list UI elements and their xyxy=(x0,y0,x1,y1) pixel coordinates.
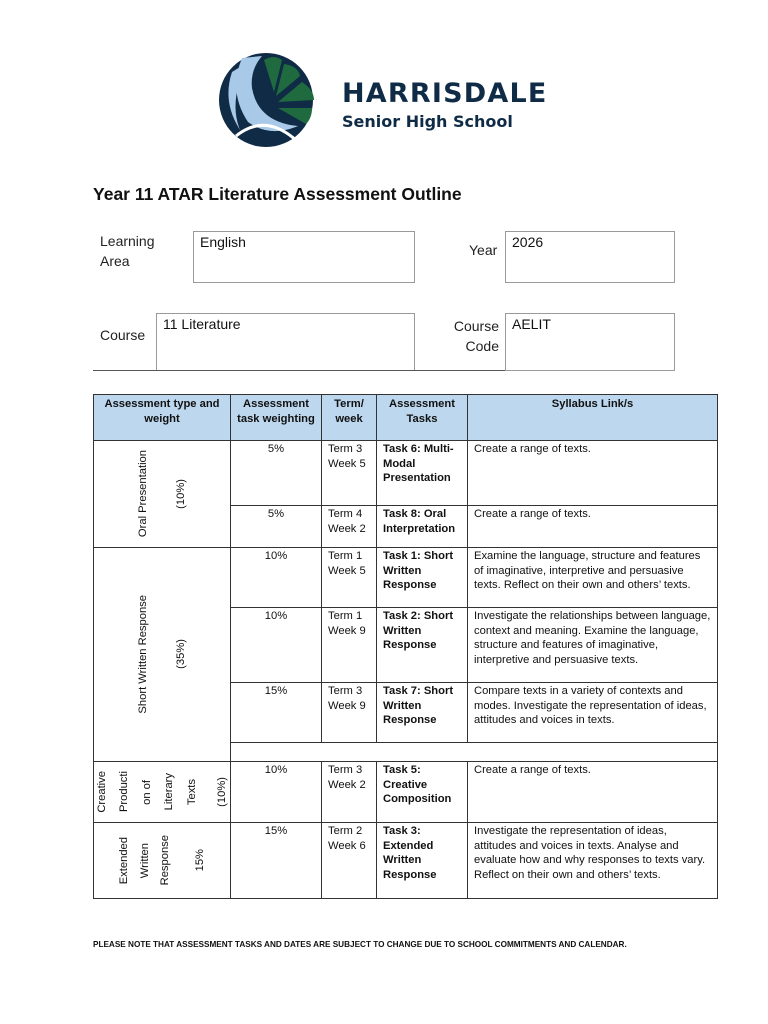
creative-word-2: Producti xyxy=(118,771,130,813)
header-syllabus-links: Syllabus Link/s xyxy=(468,395,718,441)
group-weight-label: (10%) xyxy=(216,777,228,807)
extended-word-3: Response xyxy=(159,835,171,886)
table-row xyxy=(94,823,718,899)
table-row xyxy=(94,762,718,823)
cell-task: Task 2: Short Written Response xyxy=(377,608,468,683)
document-title: Year 11 ATAR Literature Assessment Outline xyxy=(93,184,462,204)
cell-weighting: 5% xyxy=(231,506,322,548)
course-underline xyxy=(93,370,505,371)
footnote: PLEASE NOTE THAT ASSESSMENT TASKS AND DATES ARE SUBJECT TO CHANGE DUE TO SCHOOL COMMITMENTS AND CALENDAR. xyxy=(93,940,627,949)
group-extended-written-response xyxy=(94,823,231,899)
course-field: 11 Literature xyxy=(156,313,415,371)
cell-weighting: 5% xyxy=(231,441,322,506)
cell-task: Task 5: Creative Composition xyxy=(377,762,468,823)
course-code-label: Course Code xyxy=(453,318,499,354)
cell-syllabus: Investigate the representation of ideas, attitudes and voices in texts. Analyse and evaluate how and why responses to texts vary. Reflect on their own and others’ texts. xyxy=(468,823,718,899)
cell-syllabus: Create a range of texts. xyxy=(468,441,718,506)
assessment-table xyxy=(93,394,718,899)
cell-weighting: 10% xyxy=(231,608,322,683)
group-weight-label: (10%) xyxy=(175,479,187,509)
cell-task: Task 1: Short Written Response xyxy=(377,548,468,608)
cell-term: Term 4 Week 2 xyxy=(322,506,377,548)
group-weight-label: 15% xyxy=(193,849,206,872)
year-field: 2026 xyxy=(505,231,675,283)
table-row xyxy=(94,548,718,608)
cell-term: Term 3 Week 9 xyxy=(322,683,377,743)
creative-word-5: Texts xyxy=(185,778,198,806)
header-term-week: Term/ week xyxy=(322,395,377,441)
cell-weighting: 10% xyxy=(231,548,322,608)
cell-task: Task 3: Extended Written Response xyxy=(377,823,468,899)
spacer-cell xyxy=(231,743,718,762)
group-short-written-response xyxy=(94,548,231,762)
course-code-field: AELIT xyxy=(505,313,675,371)
cell-term: Term 3 Week 5 xyxy=(322,441,377,506)
group-creative-production xyxy=(94,762,231,823)
header-assessment-tasks: Assessment Tasks xyxy=(377,395,468,441)
group-type-label: Oral Presentation xyxy=(136,450,149,538)
header-task-weighting: Assessment task weighting xyxy=(231,395,322,441)
year-label: Year xyxy=(469,242,498,258)
group-oral-presentation xyxy=(94,441,231,548)
table-row xyxy=(94,441,718,506)
school-name: HARRISDALE xyxy=(342,78,548,109)
creative-word-3: on of xyxy=(140,779,153,805)
cell-term: Term 3 Week 2 xyxy=(322,762,377,823)
school-logo xyxy=(218,52,558,148)
cell-task: Task 7: Short Written Response xyxy=(377,683,468,743)
group-weight-label: (35%) xyxy=(175,639,187,669)
cell-term: Term 1 Week 5 xyxy=(322,548,377,608)
learning-area-field: English xyxy=(193,231,415,283)
cell-syllabus: Investigate the relationships between language, context and meaning. Examine the language, structure and features of imaginative, interpretive and persuasive texts. xyxy=(468,608,718,683)
extended-word-1: Extended xyxy=(118,836,130,885)
cell-syllabus: Examine the language, structure and features of imaginative, interpretive and persuasive texts. Reflect on their own and others’ texts. xyxy=(468,548,718,608)
cell-syllabus: Create a range of texts. xyxy=(468,506,718,548)
group-type-label: Short Written Response xyxy=(136,594,149,714)
cell-task: Task 8: Oral Interpretation xyxy=(377,506,468,548)
cell-term: Term 1 Week 9 xyxy=(322,608,377,683)
school-subtitle: Senior High School xyxy=(342,112,513,131)
course-label: Course xyxy=(100,327,146,343)
cell-term: Term 2 Week 6 xyxy=(322,823,377,899)
creative-word-4: Literary xyxy=(163,773,175,811)
cell-weighting: 15% xyxy=(231,823,322,899)
cell-task: Task 6: Multi-Modal Presentation xyxy=(377,441,468,506)
cell-weighting: 15% xyxy=(231,683,322,743)
header-type-weight: Assessment type and weight xyxy=(94,395,231,441)
creative-word-1: Creative xyxy=(95,771,108,813)
learning-area-label: Learning Area xyxy=(100,233,155,269)
cell-syllabus: Compare texts in a variety of contexts and modes. Investigate the representation of ideas, attitudes and voices in texts. xyxy=(468,683,718,743)
school-crest-icon xyxy=(218,52,328,148)
cell-syllabus: Create a range of texts. xyxy=(468,762,718,823)
cell-weighting: 10% xyxy=(231,762,322,823)
extended-word-2: Written xyxy=(138,842,151,879)
